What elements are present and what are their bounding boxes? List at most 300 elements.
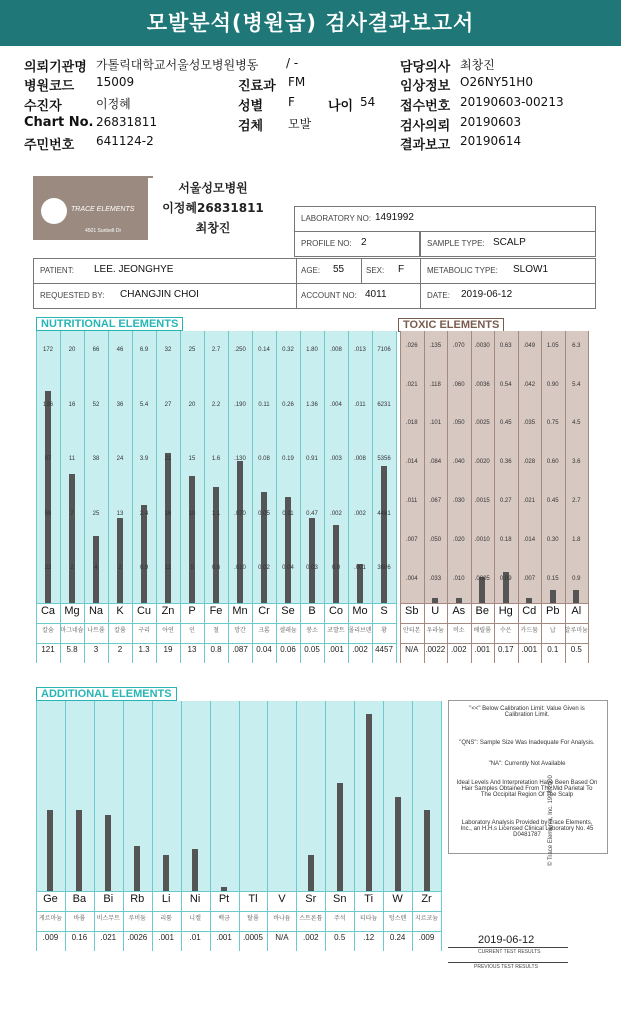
info-label-middle-2: 검체: [238, 119, 264, 134]
nutri-tick: 0.03: [306, 564, 318, 571]
nutri-tick: 2: [70, 564, 74, 571]
addl-element-Li: Li: [161, 893, 171, 905]
info-value-left-1: 15009: [96, 75, 135, 89]
patient-name: LEE. JEONGHYE: [94, 264, 174, 275]
nutri-element-P: P: [188, 605, 196, 617]
info-value-left-0: 가톨릭대학교서울성모병원병동: [96, 58, 259, 72]
addl-value-V: N/A: [275, 933, 289, 942]
nutri-korean-S: 황: [381, 627, 387, 634]
toxic-bar-U: [432, 598, 438, 603]
nutri-tick: 0.26: [282, 401, 294, 408]
nutri-korean-Se: 셀레늄: [279, 627, 297, 634]
age-label-en: AGE:: [301, 266, 321, 275]
nutri-element-B: B: [308, 605, 316, 617]
nutri-tick: .190: [234, 401, 246, 408]
addl-bar-Ti: [366, 714, 372, 891]
nutri-value-Cr: 0.04: [256, 645, 272, 654]
nutri-tick: .070: [234, 510, 246, 517]
nutri-tick: 52: [92, 401, 100, 408]
nutri-tick: 2.2: [211, 401, 221, 408]
nutritional-title: NUTRITIONAL ELEMENTS: [36, 317, 183, 331]
nutri-tick: 0.47: [306, 510, 318, 517]
nutri-tick: 13: [116, 510, 124, 517]
nutri-value-Ca: 121: [41, 645, 55, 654]
nutri-tick: .130: [234, 456, 246, 463]
nutri-value-Mg: 5.8: [66, 645, 78, 654]
addl-element-Pt: Pt: [218, 893, 230, 905]
addl-value-Bi: .021: [100, 933, 117, 942]
toxic-tick: .049: [523, 342, 536, 349]
toxic-tick: 0.60: [546, 459, 559, 466]
nutri-korean-Zn: 아연: [162, 627, 174, 634]
info-label-middle-1: 성별: [238, 99, 264, 114]
addl-value-Li: .001: [158, 933, 174, 942]
account-no: 4011: [365, 289, 387, 300]
toxic-tick: .118: [429, 381, 441, 388]
toxic-tick: .020: [452, 536, 465, 543]
toxic-korean-U: 우라늄: [426, 627, 444, 634]
addl-bar-Rb: [134, 846, 140, 891]
nutri-tick: 5.4: [139, 401, 149, 408]
nutri-tick: .250: [234, 347, 246, 354]
nutri-tick: 20: [188, 401, 196, 408]
nutri-tick: 7106: [377, 347, 391, 354]
toxic-tick: 0.9: [572, 575, 581, 582]
nutri-tick: 20: [68, 347, 76, 354]
nutri-tick: 15: [188, 456, 196, 463]
copyright: © Trace Elements, Inc. 1998,2000: [548, 775, 554, 866]
nutri-element-Fe: Fe: [209, 605, 223, 617]
lab-no: 1491992: [375, 212, 414, 223]
toxic-value-U: .0022: [425, 645, 446, 654]
info-value-right-0: 최창진: [460, 58, 495, 72]
nutri-value-Mn: .087: [232, 645, 248, 654]
ward-value: / -: [286, 56, 299, 70]
addl-value-Pt: .001: [216, 933, 232, 942]
toxic-tick: .004: [405, 575, 418, 582]
nutri-value-P: 13: [187, 645, 197, 654]
toxic-value-Be: .001: [474, 645, 491, 654]
info-value-middle-2: 모발: [288, 117, 312, 131]
nutri-tick: 0.91: [306, 456, 318, 463]
toxic-tick: .021: [405, 381, 418, 388]
addl-grid-col: [441, 701, 442, 951]
toxic-tick: .026: [405, 342, 418, 349]
toxic-element-Be: Be: [475, 605, 489, 617]
nutri-korean-P: 인: [189, 627, 195, 634]
nutri-tick: 3.9: [139, 456, 149, 463]
addl-element-Tl: Tl: [248, 893, 258, 905]
toxic-grid-row: [400, 623, 588, 624]
nutri-value-Co: .001: [328, 645, 344, 654]
toxic-tick: .0030: [474, 342, 490, 349]
nutri-bar-Cu: [141, 505, 147, 603]
nutri-tick: 6231: [377, 401, 391, 408]
nutri-tick: 172: [42, 347, 53, 354]
report-title: 모발분석(병원급) 검사결과보고서: [0, 0, 621, 46]
nutri-tick: 1.36: [306, 401, 318, 408]
toxic-tick: 0.63: [499, 342, 512, 349]
nutri-korean-Cr: 크롬: [258, 627, 270, 634]
nutri-tick: 0.08: [258, 456, 270, 463]
addl-bar-Pt: [221, 887, 227, 891]
toxic-tick: .040: [452, 459, 465, 466]
info-value-right-4: 20190614: [460, 134, 522, 148]
nutritional-chart: [36, 331, 396, 671]
toxic-korean-Be: 베릴륨: [473, 627, 491, 634]
toxic-tick: .060: [452, 381, 465, 388]
nutri-bar-Mn: [237, 461, 243, 603]
toxic-tick: 5.4: [572, 381, 581, 388]
addl-element-Rb: Rb: [130, 893, 145, 905]
sample-type: SCALP: [493, 237, 526, 248]
nutri-korean-Mn: 망간: [234, 627, 246, 634]
toxic-korean-As: 비소: [452, 627, 465, 634]
toxic-tick: .0015: [474, 498, 490, 505]
toxic-tick: .0020: [474, 459, 490, 466]
info-label-middle-0: 진료과: [238, 79, 276, 94]
nutri-tick: 2.7: [211, 347, 221, 354]
toxic-bar-Pb: [550, 590, 556, 603]
toxic-tick: 2.7: [572, 498, 581, 505]
addl-korean-Sn: 주석: [333, 915, 346, 922]
nutri-tick: 5: [190, 564, 194, 571]
toxic-korean-Cd: 카드뮴: [520, 627, 538, 634]
addl-bar-Li: [163, 855, 169, 891]
note-ideal: Ideal Levels And Interpretation Have Been Based On Hair Samples Obtained From The Mid Parietal To The Occipital Region Of The Scalp: [456, 780, 598, 798]
info-value-left-2: 이정혜: [96, 97, 131, 111]
toxic-grid-row: [400, 603, 588, 604]
nutri-tick: 22: [44, 564, 52, 571]
toxic-tick: .042: [523, 381, 536, 388]
toxic-tick: 0.09: [499, 575, 512, 582]
toxic-value-Pb: 0.1: [547, 645, 559, 654]
stamp-line-3: 최창진: [195, 221, 231, 235]
info-value-right-1: O26NY51H0: [460, 75, 533, 89]
info-label-right-4: 결과보고: [400, 138, 451, 153]
toxic-tick: 0.30: [546, 536, 559, 543]
toxic-tick: 0.27: [499, 498, 512, 505]
toxic-tick: .030: [452, 498, 465, 505]
addl-value-Ni: .01: [189, 933, 201, 942]
addl-korean-Bi: 비스무트: [96, 915, 120, 922]
note-lab: Laboratory Analysis Provided by Trace Elements, Inc., an H.H.s Licensed Clinical Laboratory No. 45 D0481787: [460, 820, 594, 838]
nutri-tick: .003: [330, 456, 342, 463]
toxic-tick: .007: [405, 536, 418, 543]
nutri-element-Mo: Mo: [352, 605, 368, 617]
report-date: 2019-06-12: [461, 289, 513, 300]
info-value-middle-1: F: [288, 95, 295, 109]
nutri-tick: .013: [354, 347, 366, 354]
toxic-tick: .010: [452, 575, 465, 582]
addl-element-Ti: Ti: [364, 893, 374, 905]
toxic-tick: 0.45: [499, 420, 512, 427]
info-label-right-2: 접수번호: [400, 99, 451, 114]
nutri-korean-Mg: 마그네슘: [60, 627, 84, 634]
nutri-tick: 36: [116, 401, 124, 408]
toxic-korean-Hg: 수은: [499, 627, 512, 634]
age-value: 54: [360, 95, 376, 109]
nutri-tick: 0.04: [282, 564, 294, 571]
note-na: "NA": Currently Not Available: [488, 761, 566, 767]
additional-title: ADDITIONAL ELEMENTS: [36, 687, 177, 701]
info-label-right-3: 검사의뢰: [400, 119, 451, 134]
nutri-tick: 0.6: [211, 564, 221, 571]
note-qns: "QNS": Sample Size Was Inadequate For Analysis.: [459, 740, 595, 746]
addl-value-Ge: .009: [42, 933, 59, 942]
toxic-tick: .070: [452, 342, 465, 349]
toxic-tick: 0.15: [546, 575, 559, 582]
nutri-tick: 66: [92, 347, 100, 354]
nutri-value-K: 2: [117, 645, 123, 654]
nutri-tick: 11: [164, 564, 172, 571]
toxic-tick: 4.5: [572, 420, 581, 427]
toxic-grid-row: [400, 643, 588, 644]
toxic-tick: .050: [429, 536, 442, 543]
requested-label: REQUESTED BY:: [40, 291, 105, 300]
nutri-bar-S: [381, 466, 387, 603]
nutri-tick: 16: [68, 401, 76, 408]
toxic-tick: 1.8: [572, 536, 581, 543]
nutri-tick: 0.11: [258, 401, 270, 408]
addl-value-Sn: 0.5: [334, 933, 346, 942]
nutri-tick: 97: [44, 456, 52, 463]
nutri-bar-Zn: [165, 453, 171, 603]
trace-elements-logo: [33, 176, 153, 240]
toxic-tick: .0005: [474, 575, 490, 582]
info-label-right-1: 임상정보: [400, 79, 451, 94]
nutri-bar-P: [189, 476, 195, 603]
toxic-tick: .101: [429, 420, 442, 427]
age-en: 55: [333, 264, 345, 275]
nutri-tick: 0.9: [139, 564, 149, 571]
nutri-tick: 11: [68, 456, 76, 463]
nutri-tick: 0.02: [258, 564, 270, 571]
addl-grid-row: [36, 911, 441, 912]
nutri-grid-row: [36, 603, 396, 604]
addl-element-Ni: Ni: [189, 893, 201, 905]
nutri-element-Na: Na: [88, 605, 104, 617]
toxic-element-As: As: [452, 605, 466, 617]
toxic-value-As: .002: [450, 645, 467, 654]
toxic-tick: 0.18: [499, 536, 512, 543]
addl-korean-Ba: 바륨: [73, 915, 86, 922]
nutri-tick: .011: [354, 401, 366, 408]
nutri-tick: 1.80: [306, 347, 318, 354]
nutri-tick: 0.32: [282, 347, 294, 354]
nutri-tick: 0.14: [258, 347, 270, 354]
info-label-left-1: 병원코드: [24, 79, 75, 94]
nutri-tick: .008: [330, 347, 342, 354]
toxic-korean-Pb: 납: [549, 627, 556, 634]
toxic-grid-col: [588, 331, 589, 663]
nutri-tick: 59: [44, 510, 52, 517]
nutri-tick: 0.0: [331, 564, 341, 571]
nutri-tick: 2.4: [139, 510, 149, 517]
toxic-title: TOXIC ELEMENTS: [398, 318, 504, 332]
addl-korean-Rb: 루비듐: [128, 915, 146, 922]
toxic-value-Al: 0.5: [570, 645, 582, 654]
toxic-value-Sb: N/A: [405, 645, 419, 654]
addl-bar-W: [395, 797, 401, 891]
addl-bar-Ge: [47, 810, 53, 891]
stamp-line-2: 이정혜26831811: [162, 201, 264, 215]
addl-korean-Li: 리튬: [160, 915, 172, 922]
addl-bar-Ni: [192, 849, 198, 891]
toxic-tick: .028: [523, 459, 536, 466]
profile-label: PROFILE NO:: [301, 239, 352, 248]
addl-bar-Bi: [105, 815, 111, 891]
nutri-value-Fe: 0.8: [210, 645, 222, 654]
toxic-bar-Al: [573, 590, 579, 603]
toxic-tick: .033: [429, 575, 442, 582]
toxic-tick: .0036: [474, 381, 490, 388]
nutri-tick: 4: [94, 564, 98, 571]
footer-current: CURRENT TEST RESULTS: [478, 949, 541, 955]
nutri-element-Zn: Zn: [161, 605, 175, 617]
nutri-value-Cu: 1.3: [138, 645, 150, 654]
lab-no-label: LABORATORY NO:: [301, 214, 372, 223]
toxic-value-Hg: 0.17: [497, 645, 514, 654]
nutri-value-Se: 0.06: [280, 645, 296, 654]
toxic-element-Cd: Cd: [522, 605, 537, 617]
sex-label: SEX:: [366, 266, 385, 275]
nutri-tick: .002: [354, 510, 366, 517]
toxic-tick: 3.6: [572, 459, 581, 466]
toxic-tick: .084: [429, 459, 442, 466]
date-label: DATE:: [427, 291, 450, 300]
nutri-element-Ca: Ca: [40, 605, 56, 617]
nutri-tick: 5356: [377, 456, 391, 463]
sample-label: SAMPLE TYPE:: [427, 239, 485, 248]
addl-element-V: V: [278, 893, 286, 905]
info-label-left-3: Chart No.: [24, 115, 94, 130]
info-value-right-2: 20190603-00213: [460, 95, 564, 109]
toxic-value-Cd: .001: [521, 645, 538, 654]
addl-grid-row: [36, 931, 441, 932]
logo-text: TRACE ELEMENTS: [71, 206, 135, 213]
addl-element-W: W: [392, 893, 403, 905]
nutri-bar-Mg: [69, 474, 75, 603]
nutri-element-Cr: Cr: [258, 605, 270, 617]
info-label-right-0: 담당의사: [400, 60, 451, 75]
nutri-korean-Na: 나트륨: [87, 627, 105, 634]
nutri-value-Mo: .002: [352, 645, 368, 654]
toxic-bar-As: [456, 598, 462, 603]
nutri-tick: 6.9: [139, 347, 149, 354]
toxic-bar-Cd: [526, 598, 532, 603]
requested-by: CHANGJIN CHOI: [120, 289, 199, 300]
addl-value-Sr: .002: [303, 933, 319, 942]
nutri-tick: 24: [116, 456, 124, 463]
addl-element-Zr: Zr: [421, 893, 432, 905]
toxic-tick: 0.36: [499, 459, 512, 466]
nutri-value-Zn: 19: [163, 645, 173, 654]
nutri-tick: 2: [118, 564, 122, 571]
toxic-tick: 0.54: [499, 381, 512, 388]
nutri-element-Cu: Cu: [136, 605, 152, 617]
toxic-tick: 0.90: [546, 381, 559, 388]
addl-korean-Zr: 지르코늄: [414, 915, 439, 922]
addl-korean-Pt: 백금: [218, 915, 230, 922]
addl-element-Ge: Ge: [43, 893, 58, 905]
nutri-tick: .010: [234, 564, 246, 571]
toxic-element-U: U: [431, 605, 440, 617]
info-label-left-4: 주민번호: [24, 138, 75, 153]
metabolic-type: SLOW1: [513, 264, 549, 275]
nutri-tick: 1.6: [211, 456, 221, 463]
note-below-limit: "<<" Below Calibration Limit: Value Given is Calibration Limit.: [469, 706, 585, 718]
info-value-left-3: 26831811: [96, 115, 158, 129]
toxic-tick: 1.05: [546, 342, 559, 349]
nutri-korean-K: 칼륨: [114, 627, 126, 634]
nutri-tick: 136: [42, 401, 53, 408]
info-label-left-0: 의뢰기관명: [24, 60, 87, 75]
addl-korean-Sr: 스트론튬: [299, 915, 323, 922]
toxic-tick: 0.75: [546, 420, 559, 427]
addl-element-Sr: Sr: [305, 893, 317, 905]
metabolic-label: METABOLIC TYPE:: [427, 266, 498, 275]
addl-value-Zr: .009: [418, 933, 435, 942]
nutri-korean-B: 붕소: [306, 627, 318, 634]
nutri-korean-Mo: 몰리브덴: [348, 627, 372, 634]
info-value-left-4: 641124-2: [96, 134, 154, 148]
toxic-tick: .035: [523, 420, 536, 427]
info-label-left-2: 수진자: [24, 99, 62, 114]
nutri-bar-Ca: [45, 391, 51, 603]
nutri-element-Mn: Mn: [232, 605, 248, 617]
toxic-element-Al: Al: [571, 605, 582, 617]
nutri-tick: 25: [92, 510, 100, 517]
addl-korean-W: 텅스텐: [388, 915, 407, 922]
toxic-tick: .014: [523, 536, 536, 543]
patient-label: PATIENT:: [40, 266, 74, 275]
nutri-grid-col: [396, 331, 397, 663]
nutri-bar-Cr: [261, 492, 267, 603]
toxic-element-Sb: Sb: [405, 605, 419, 617]
addl-element-Sn: Sn: [333, 893, 347, 905]
toxic-tick: .067: [429, 498, 442, 505]
nutri-tick: 7: [70, 510, 74, 517]
nutri-tick: 27: [164, 401, 172, 408]
nutri-bar-B: [309, 518, 315, 603]
toxic-tick: .018: [405, 420, 418, 427]
addl-value-W: 0.24: [389, 933, 406, 942]
toxic-tick: .0025: [474, 420, 490, 427]
nutri-tick: 10: [188, 510, 196, 517]
addl-bar-Zr: [424, 810, 430, 891]
logo-address: 4501 Sunbelt Dr: [85, 228, 122, 234]
nutri-tick: .001: [354, 564, 366, 571]
nutri-tick: 32: [164, 347, 172, 354]
addl-bar-Sr: [308, 855, 314, 891]
nutri-korean-Fe: 철: [213, 627, 219, 634]
nutri-tick: 38: [92, 456, 100, 463]
toxic-tick: .007: [523, 575, 536, 582]
addl-element-Bi: Bi: [103, 893, 114, 905]
nutri-tick: 1.1: [211, 510, 221, 517]
addl-value-Ba: 0.16: [71, 933, 88, 942]
nutri-element-K: K: [116, 605, 124, 617]
additional-chart: [36, 701, 441, 956]
toxic-tick: 0.45: [546, 498, 559, 505]
toxic-element-Pb: Pb: [546, 605, 560, 617]
addl-value-Ti: .12: [363, 933, 375, 942]
nutri-tick: 46: [116, 347, 124, 354]
toxic-tick: .135: [429, 342, 442, 349]
nutri-value-Na: 3: [93, 645, 99, 654]
nutri-tick: 3606: [377, 564, 391, 571]
